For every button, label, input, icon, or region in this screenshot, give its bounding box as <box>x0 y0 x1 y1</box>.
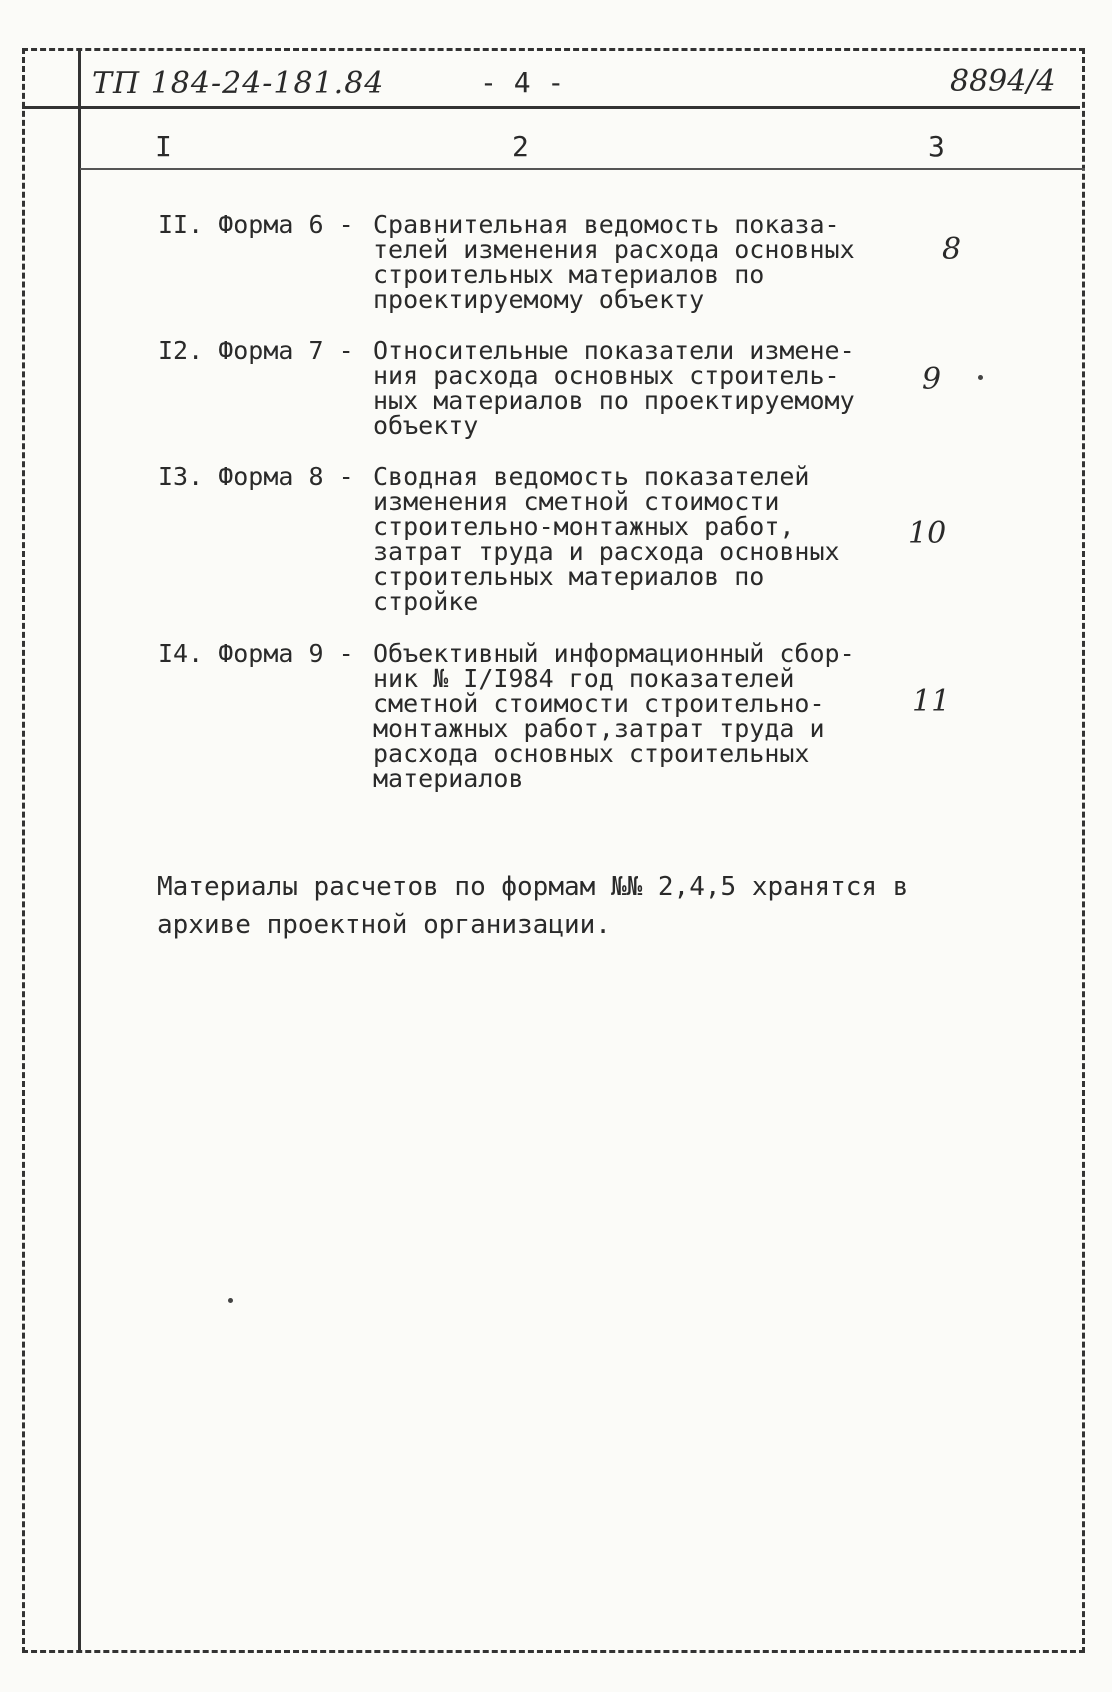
entry-line: строительных материалов по <box>373 562 765 591</box>
entry-line: проектируемому объекту <box>373 285 705 314</box>
archive-note <box>157 868 908 944</box>
document-code: ТП 184-24-181.84 <box>92 66 385 101</box>
entry-line: сметной стоимости строительно- <box>373 689 825 718</box>
entry-page: 10 <box>908 516 947 551</box>
column-header-1: I <box>155 130 172 163</box>
entry-text <box>373 641 893 791</box>
sheet-reference: 8894/4 <box>950 64 1056 99</box>
entry-page: 11 <box>912 684 951 719</box>
entry-line: строительно-монтажных работ, <box>373 512 795 541</box>
entry-text <box>373 338 893 438</box>
entry-line: Сводная ведомость показателей <box>373 462 810 491</box>
entry-line: затрат труда и расхода основных <box>373 537 840 566</box>
entry-line: ния расхода основных строитель- <box>373 361 840 390</box>
entry-line: Объективный информационный сбор- <box>373 639 855 668</box>
entry-line: стройке <box>373 587 479 616</box>
entry-line: объекту <box>373 411 479 440</box>
note-line: архиве проектной организации. <box>157 910 611 940</box>
scan-speck <box>978 375 983 380</box>
header-divider <box>22 106 1080 109</box>
entry-line: изменения сметной стоимости <box>373 487 780 516</box>
entry-line: ных материалов по проектируемому <box>373 386 855 415</box>
column-header-3: 3 <box>928 130 945 163</box>
entry-line: расхода основных строительных <box>373 739 810 768</box>
page-number: - 4 - <box>480 66 565 99</box>
entry-text <box>373 212 893 312</box>
entry-label: I4. Форма 9 - <box>158 639 354 668</box>
entry-line: строительных материалов по <box>373 260 765 289</box>
entry-line: монтажных работ,затрат труда и <box>373 714 825 743</box>
entry-text <box>373 464 893 614</box>
scan-speck <box>228 1298 233 1303</box>
entry-page: 9 <box>922 362 942 397</box>
entry-line: материалов <box>373 764 524 793</box>
entry-page: 8 <box>942 232 962 267</box>
entry-label: I2. Форма 7 - <box>158 336 354 365</box>
column-header-2: 2 <box>512 130 529 163</box>
entry-line: Сравнительная ведомость показа- <box>373 210 840 239</box>
column-header-divider <box>80 168 1085 170</box>
entry-label: II. Форма 6 - <box>158 210 354 239</box>
entry-line: ник № I/I984 год показателей <box>373 664 795 693</box>
entry-label: I3. Форма 8 - <box>158 462 354 491</box>
entry-line: Относительные показатели измене- <box>373 336 855 365</box>
note-line: Материалы расчетов по формам №№ 2,4,5 хранятся в <box>157 872 909 902</box>
binding-margin-line <box>78 48 81 1653</box>
entry-line: телей изменения расхода основных <box>373 235 855 264</box>
